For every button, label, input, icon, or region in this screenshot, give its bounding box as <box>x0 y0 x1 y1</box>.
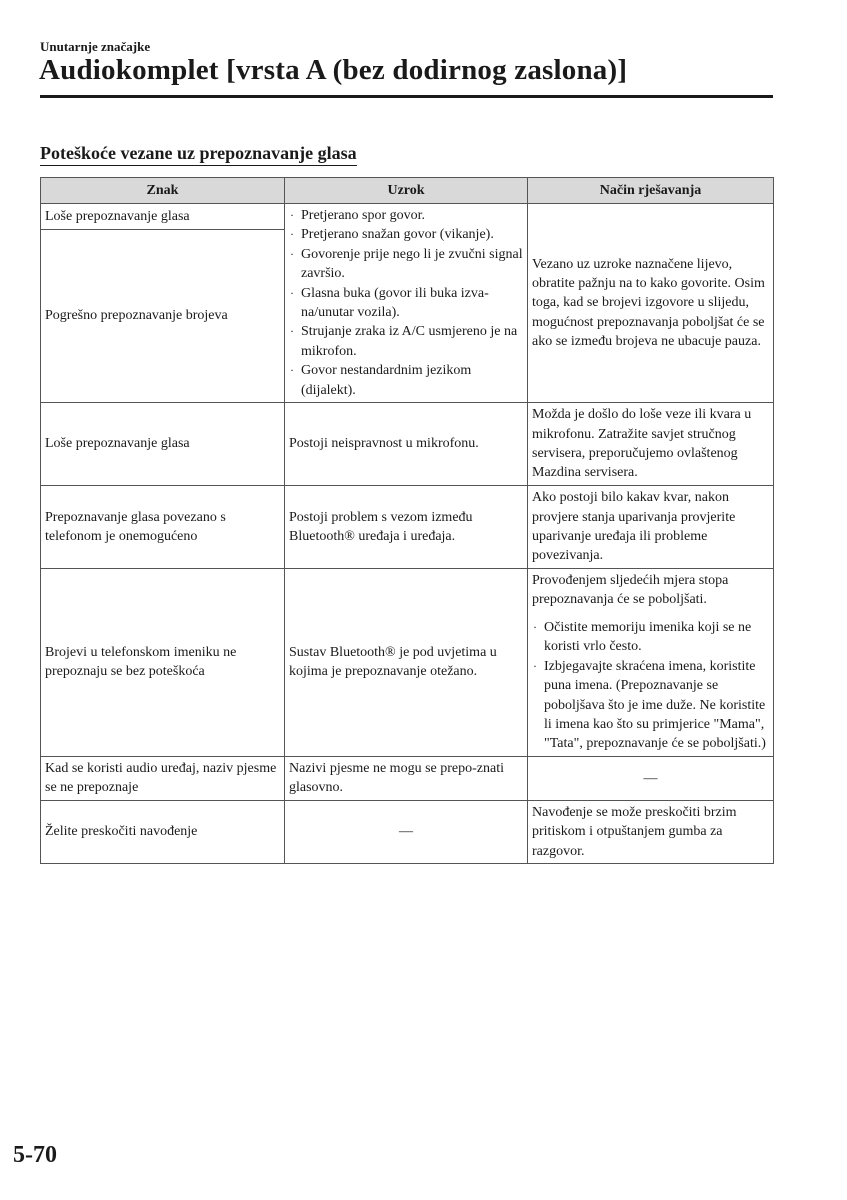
cause-list <box>289 206 523 400</box>
column-header-solution: Način rješavanja <box>528 178 774 204</box>
bullet-icon: · <box>290 324 294 339</box>
cause-cell: — <box>285 800 528 863</box>
bullet-icon: · <box>290 246 294 261</box>
cause-cell: Sustav Bluetooth® je pod uvjetima u kojima je prepoznavanje otežano. <box>285 569 528 757</box>
solution-cell: Možda je došlo do loše veze ili kvara u mikrofonu. Zatražite savjet stručnog servisera, preporučujemo ovlaštenog Mazdina servisera. <box>528 403 774 486</box>
symptom-cell: Loše prepoznavanje glasa <box>41 403 285 486</box>
table-row <box>41 204 774 230</box>
table-row <box>41 403 774 486</box>
solution-list <box>532 618 769 754</box>
table-row <box>41 569 774 757</box>
cause-cell <box>285 204 528 403</box>
symptom-cell: Pogrešno prepoznavanje brojeva <box>41 230 285 403</box>
page-number: 5-70 <box>13 1142 57 1168</box>
list-item: · Pretjerano snažan govor (vikanje). <box>289 225 523 244</box>
symptom-cell: Brojevi u telefonskom imeniku ne prepoznaju se bez poteškoća <box>41 569 285 757</box>
troubleshooting-table <box>40 177 774 864</box>
list-item: · Govor nestandardnim jezikom (dijalekt). <box>290 363 472 398</box>
cause-cell: Postoji neispravnost u mikrofonu. <box>285 403 528 486</box>
section-label: Unutarnje značajke <box>40 39 151 54</box>
symptom-cell: Prepoznavanje glasa povezano s telefonom je onemogućeno <box>41 486 285 569</box>
symptom-cell: Kad se koristi audio uređaj, naziv pjesme se ne prepoznaje <box>41 756 285 800</box>
bullet-icon: · <box>290 285 294 300</box>
table-row <box>41 486 774 569</box>
bullet-icon: · <box>533 658 537 673</box>
solution-cell: Navođenje se može preskočiti brzim pritiskom i otpuštanjem gumba za razgovor. <box>528 800 774 863</box>
cause-cell: Nazivi pjesme ne mogu se prepo-znati glasovno. <box>285 756 528 800</box>
table-header-row <box>41 178 774 204</box>
bullet-icon: · <box>290 208 294 222</box>
cause-cell: Postoji problem s vezom između Bluetooth® uređaja i uređaja. <box>285 486 528 569</box>
subsection-heading: Poteškoće vezane uz prepoznavanje glasa <box>40 143 357 166</box>
solution-cell <box>528 569 774 757</box>
solution-cell: — <box>528 756 774 800</box>
list-item: · Pretjerano spor govor. <box>289 206 523 225</box>
symptom-cell: Loše prepoznavanje glasa <box>41 204 285 230</box>
solution-intro: Provođenjem sljedećih mjera stopa prepoznavanja će se poboljšati. <box>532 573 729 608</box>
table-row <box>41 756 774 800</box>
list-item: · Govorenje prije nego li je zvučni signal završio. <box>290 246 523 282</box>
title-divider <box>40 95 773 98</box>
column-header-cause: Uzrok <box>285 178 528 204</box>
bullet-icon: · <box>290 227 294 242</box>
column-header-symptom: Znak <box>41 178 285 204</box>
solution-cell: Ako postoji bilo kakav kvar, nakon provjere stanja uparivanja provjerite uparivanje uređaja ili probleme povezivanja. <box>528 486 774 569</box>
symptom-cell: Želite preskočiti navođenje <box>41 800 285 863</box>
list-item: · Glasna buka (govor ili buka izva-na/unutar vozila). <box>290 285 489 321</box>
page-title: Audiokomplet [vrsta A (bez dodirnog zaslona)] <box>39 54 628 86</box>
list-item: · Očistite memoriju imenika koji se ne koristi vrlo često. <box>533 619 752 655</box>
bullet-icon: · <box>533 619 537 634</box>
table-row <box>41 800 774 863</box>
list-item: · Strujanje zraka iz A/C usmjereno je na mikrofon. <box>290 324 518 359</box>
solution-cell: Vezano uz uzroke naznačene lijevo, obratite pažnju na to kako govorite. Osim toga, kad se brojevi izgovore u slijedu, mogućnost prepoznavanja poboljšat će se ako se između brojeva ne ubacuje pauza. <box>528 204 774 403</box>
list-item: · Izbjegavajte skraćena imena, koristite puna imena. (Prepoznavanje se poboljšava što je ime duže. Ne koristite li imena kao što su primjerice "Mama", "Tata", prepoznavanje će se poboljšati.) <box>533 658 766 752</box>
bullet-icon: · <box>290 363 294 378</box>
